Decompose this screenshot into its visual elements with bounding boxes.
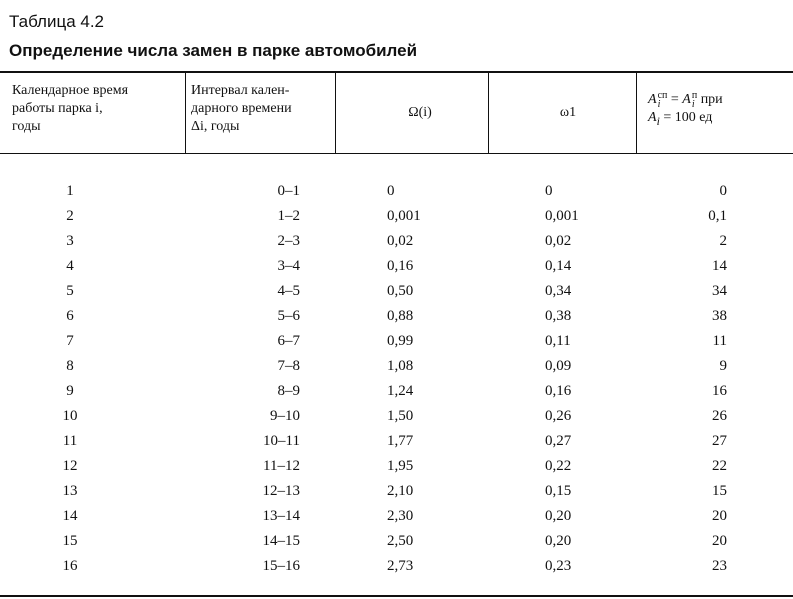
- cell-year: 10: [62, 408, 78, 424]
- table-row: [0, 406, 793, 431]
- cell-interval: 15–16: [262, 558, 300, 574]
- table-caption: Таблица 4.2: [9, 12, 105, 31]
- cell-omega-small: 0,001: [545, 208, 579, 224]
- cell-omega-capital: 0: [387, 183, 395, 199]
- cell-omega-small: 0,16: [545, 383, 572, 399]
- cell-replacements: 20: [712, 508, 727, 524]
- cell-replacements: 38: [712, 308, 727, 324]
- cell-omega-capital: 1,08: [387, 358, 414, 374]
- cell-omega-small: 0,27: [545, 433, 572, 449]
- cell-replacements: 23: [712, 558, 727, 574]
- cell-omega-capital: 0,99: [387, 333, 414, 349]
- cell-replacements: 9: [719, 358, 727, 374]
- cell-year: 5: [66, 283, 74, 299]
- cell-omega-small: 0,20: [545, 508, 572, 524]
- table-row: [0, 556, 793, 581]
- table-row: [0, 381, 793, 406]
- cell-omega-small: 0,11: [545, 333, 571, 349]
- cell-year: 6: [66, 308, 74, 324]
- cell-omega-small: 0,15: [545, 483, 572, 499]
- column-divider: [185, 73, 186, 153]
- table-row: [0, 331, 793, 356]
- cell-year: 11: [62, 433, 78, 449]
- table-row: [0, 256, 793, 281]
- cell-interval: 8–9: [277, 383, 300, 399]
- formula-line-2: $A_i = 100$ ед: [648, 110, 713, 129]
- cell-omega-capital: 2,50: [387, 533, 414, 549]
- cell-replacements: 0,1: [708, 208, 727, 224]
- cell-year: 8: [66, 358, 74, 374]
- cell-replacements: 15: [712, 483, 727, 499]
- cell-omega-capital: 2,73: [387, 558, 414, 574]
- table-row: [0, 531, 793, 556]
- header-time-interval: Интервал кален- дарного времени Δi, годы: [191, 83, 292, 134]
- cell-omega-capital: 0,02: [387, 233, 414, 249]
- cell-omega-capital: 1,24: [387, 383, 414, 399]
- header-omega-capital: Ω(i): [408, 105, 432, 120]
- table-row: [0, 506, 793, 531]
- cell-omega-capital: 2,10: [387, 483, 414, 499]
- cell-year: 9: [66, 383, 74, 399]
- cell-year: 15: [62, 533, 78, 549]
- cell-omega-capital: 0,001: [387, 208, 421, 224]
- table-row: [0, 206, 793, 231]
- cell-omega-small: 0,14: [545, 258, 572, 274]
- column-divider: [335, 73, 336, 153]
- table-row: [0, 431, 793, 456]
- cell-year: 2: [66, 208, 74, 224]
- table-row: [0, 356, 793, 381]
- table-bottom-rule: [0, 595, 793, 597]
- header-calendar-time: Календарное время работы парка i, годы: [12, 83, 129, 134]
- table-row: [0, 456, 793, 481]
- cell-interval: 2–3: [277, 233, 300, 249]
- table-row: [0, 306, 793, 331]
- cell-omega-small: 0,38: [545, 308, 572, 324]
- cell-omega-capital: 2,30: [387, 508, 414, 524]
- cell-omega-small: 0,26: [545, 408, 572, 424]
- cell-replacements: 0: [719, 183, 727, 199]
- cell-year: 7: [66, 333, 74, 349]
- cell-replacements: 16: [712, 383, 727, 399]
- cell-omega-capital: 0,16: [387, 258, 414, 274]
- table-row: [0, 181, 793, 206]
- cell-replacements: 14: [712, 258, 727, 274]
- cell-omega-small: 0,22: [545, 458, 572, 474]
- cell-omega-capital: 0,88: [387, 308, 414, 324]
- table-row: [0, 481, 793, 506]
- cell-year: 12: [62, 458, 78, 474]
- cell-omega-capital: 1,77: [387, 433, 414, 449]
- cell-replacements: 20: [712, 533, 727, 549]
- cell-omega-small: 0,02: [545, 233, 572, 249]
- cell-omega-small: 0,09: [545, 358, 572, 374]
- header-replacements-formula: [648, 91, 788, 131]
- cell-replacements: 2: [719, 233, 727, 249]
- table-body: [0, 181, 793, 581]
- cell-omega-small: 0,20: [545, 533, 572, 549]
- cell-interval: 3–4: [277, 258, 300, 274]
- cell-interval: 5–6: [277, 308, 300, 324]
- table-header-rule: [0, 153, 793, 154]
- cell-replacements: 34: [712, 283, 727, 299]
- column-divider: [636, 73, 637, 153]
- cell-interval: 11–12: [263, 458, 300, 474]
- formula-line-1: A сп i = A п i при: [648, 90, 723, 110]
- table-title: Определение числа замен в парке автомобилей: [9, 41, 418, 60]
- cell-interval: 7–8: [277, 358, 300, 374]
- cell-replacements: 22: [712, 458, 727, 474]
- cell-omega-small: 0: [545, 183, 553, 199]
- cell-omega-capital: 1,50: [387, 408, 414, 424]
- cell-interval: 4–5: [277, 283, 300, 299]
- table-row: [0, 281, 793, 306]
- cell-interval: 9–10: [270, 408, 300, 424]
- cell-replacements: 26: [712, 408, 727, 424]
- cell-interval: 1–2: [277, 208, 300, 224]
- cell-interval: 6–7: [277, 333, 300, 349]
- cell-year: 16: [62, 558, 78, 574]
- cell-omega-capital: 0,50: [387, 283, 414, 299]
- header-omega-small: ω1: [559, 105, 577, 120]
- cell-replacements: 11: [712, 333, 727, 349]
- cell-interval: 0–1: [277, 183, 300, 199]
- cell-year: 1: [66, 183, 74, 199]
- cell-omega-small: 0,34: [545, 283, 572, 299]
- cell-year: 13: [62, 483, 78, 499]
- cell-replacements: 27: [712, 433, 727, 449]
- table-row: [0, 231, 793, 256]
- cell-interval: 10–11: [263, 433, 300, 449]
- cell-year: 14: [62, 508, 78, 524]
- cell-year: 4: [66, 258, 74, 274]
- cell-omega-small: 0,23: [545, 558, 572, 574]
- cell-interval: 13–14: [262, 508, 300, 524]
- table-top-rule: [0, 71, 793, 73]
- cell-interval: 14–15: [262, 533, 300, 549]
- cell-year: 3: [66, 233, 74, 249]
- cell-interval: 12–13: [262, 483, 300, 499]
- cell-omega-capital: 1,95: [387, 458, 414, 474]
